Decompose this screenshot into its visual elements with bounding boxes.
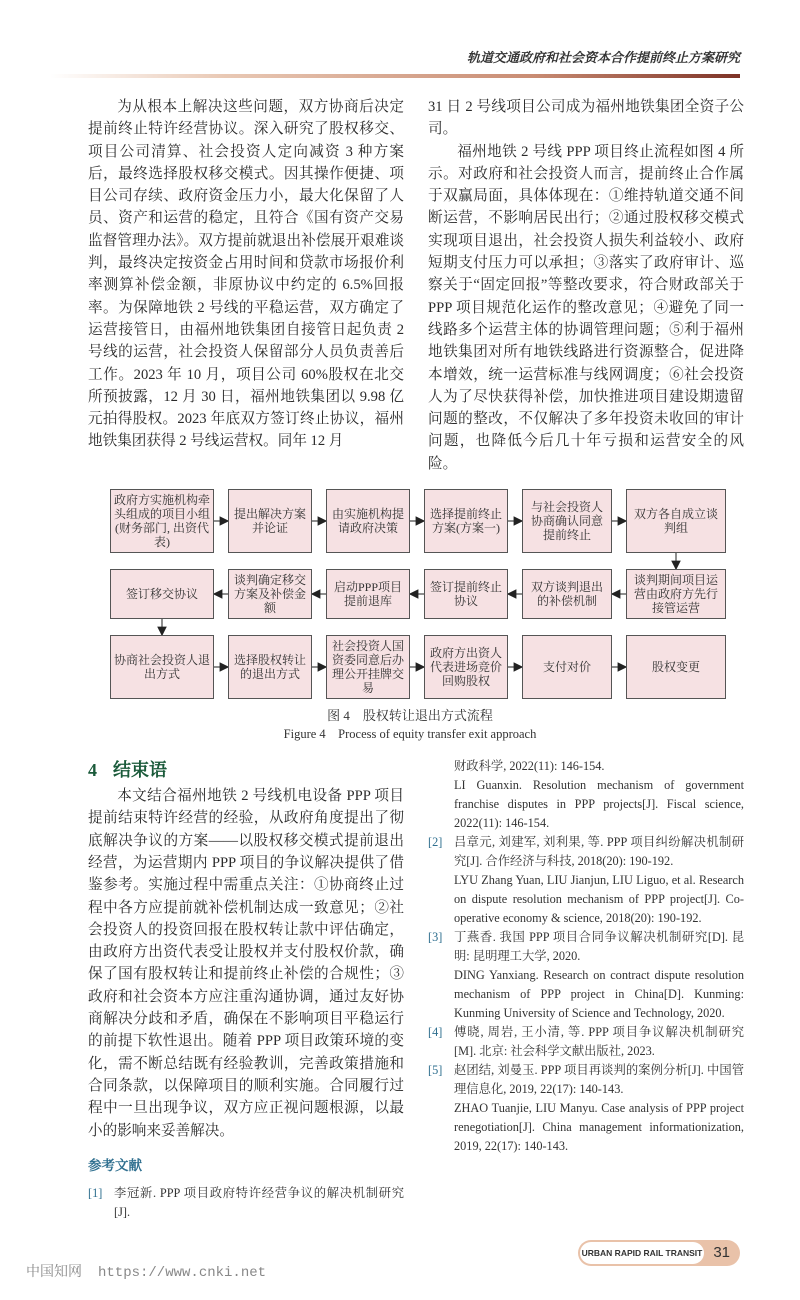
reference-item: ZHAO Tuanjie, LIU Manyu. Case analysis of PPP project renegotiation[J]. China management informationization, 2019, 22(17): 140-143. — [454, 1101, 744, 1154]
body-left-top — [88, 96, 404, 475]
flow-step: 支付对价 — [522, 635, 612, 699]
body-left-bottom — [88, 757, 404, 1222]
reference-item: LI Guanxin. Resolution mechanism of government franchise disputes in PPP projects[J]. Fiscal science, 2022(11): 146-154. — [454, 778, 744, 831]
reference-item: 财政科学, 2022(11): 146-154. — [454, 759, 605, 774]
figure-caption-en: Figure 4 Process of equity transfer exit approach — [283, 727, 537, 742]
reference-item: DING Yanxiang. Research on contract dispute resolution mechanism of PPP project in China[D]. Kunming: Kunming University of Science and Technology, 2020. — [454, 968, 744, 1021]
section-title: 结束语 — [113, 760, 167, 781]
references-heading: 参考文献 — [88, 1157, 142, 1173]
page-header — [0, 0, 800, 96]
reference-item: [5] 赵团结, 刘曼玉. PPP 项目再谈判的案例分析[J]. 中国管理信息化, 2019, 22(17): 140-143. — [428, 1063, 744, 1097]
flowchart — [110, 489, 718, 699]
flow-step: 谈判确定移交方案及补偿金额 — [228, 569, 312, 619]
body-right-top — [428, 96, 744, 475]
references-left — [88, 1184, 404, 1222]
figure-4 — [0, 489, 800, 743]
references-right — [428, 757, 744, 1222]
paragraph: 31 日 2 号线项目公司成为福州地铁集团全资子公司。 — [428, 99, 744, 138]
flow-step: 政府方实施机构牵头组成的项目小组 (财务部门, 出资代表) — [110, 489, 214, 553]
paragraph: 福州地铁 2 号线 PPP 项目终止流程如图 4 所示。对政府和社会投资人而言，提前终止合作属于双赢局面，具体体现在：①维持轨道交通不间断运营，不影响居民出行；②通过股权移交模式实现项目退出，社会投资人损失利益较小、政府短期支付压力可以承担；③落实了政府审计、巡察关于“固定回报”等整改要求，符合财政部关于 PPP 项目规范化运作的整改意见；④避免了同一线路多个运营主体的协调管理问题；⑤利于福州地铁集团对所有地铁线路进行资源整合，促进降本增效，统一运营标准与线网调度；⑥社会投资人为了尽快获得补偿，加快推进项目建设期遗留问题的整改，不仅解决了多年投资未收回的审计问题，也降低今后几十年亏损和运营安全的风险。 — [428, 143, 744, 472]
paragraph: 为从根本上解决这些问题，双方协商后决定提前终止特许经营协议。深入研究了股权移交、项目公司清算、社会投资人定向减资 3 种方案后，最终选择股权移交模式。因其操作便捷、项目公司存续、政府资金压力小，最大化保留了人员、资产和运营的稳定，且符合《国有资产交易监督管理办法》。双方提前就退出补偿展开艰难谈判，最终决定按资金占用时间和贷款市场报价利率测算补偿金额，非原协议中约定的 6.5%回报率。为保障地铁 2 号线的平稳运营，双方确定了运营接管日，由福州地铁集团自接管日起负责 2 号线的运营，社会投资人保留部分人员负责善后工作。2023 年 10 月，项目公司 60%股权在北交所预披露，12 月 30 日，福州地铁集团以 9.98 亿元拍得股权。2023 年底双方签订终止协议，福州地铁集团获得 2 号线运营权。同年 12 月 — [88, 99, 404, 450]
flow-step: 签订提前终止协议 — [424, 569, 508, 619]
flow-step: 与社会投资人协商确认同意提前终止 — [522, 489, 612, 553]
flow-step: 股权变更 — [626, 635, 726, 699]
reference-item: [4] 傅晓, 周岩, 王小清, 等. PPP 项目争议解决机制研究[M]. 北京: 社会科学文献出版社, 2023. — [428, 1025, 744, 1059]
flow-step: 谈判期间项目运营由政府方先行接管运营 — [626, 569, 726, 619]
flow-step: 启动PPP项目提前退库 — [326, 569, 410, 619]
section-heading — [88, 757, 404, 783]
figure-caption-cn: 图 4 股权转让退出方式流程 — [327, 708, 493, 724]
header-rule — [50, 74, 740, 78]
flow-step: 由实施机构提请政府决策 — [326, 489, 410, 553]
flow-step: 签订移交协议 — [110, 569, 214, 619]
running-title: 轨道交通政府和社会资本合作提前终止方案研究 — [466, 50, 740, 65]
cnki-watermark: 中国知网 https://www.cnki.net — [26, 1264, 267, 1281]
top-columns — [0, 96, 800, 475]
flow-step: 政府方出资人代表进场竞价回购股权 — [424, 635, 508, 699]
journal-name: URBAN RAPID RAIL TRANSIT — [580, 1242, 704, 1264]
flow-step: 社会投资人国资委同意后办理公开挂牌交易 — [326, 635, 410, 699]
paragraph: 本文结合福州地铁 2 号线机电设备 PPP 项目提前结束特许经营的经验，从政府角度提出了彻底解决争议的方案——以股权移交模式提前退出经营，为运营期内 PPP 项目的争议解决提供了借鉴参考。实施过程中需重点关注：①协商终止过程中各方应提前就补偿机制达成一致意见；②社会投资人的投资回报在股权转让款中评估确定，由政府方出资代表受让股权并支付股权价款，确保了国有股权转让和提前终止补偿的合规性；③政府和社会资本方应注重沟通协调，通过友好协商解决分歧和矛盾，确保在不影响项目平稳运行的前提下软性退出。随着 PPP 项目政策环境的变化，需不断总结既有经验教训，完善政策措施和合同条款，以保障项目的顺利实施。合同履行过程中一旦出现争议，双方应正视问题根源，以最小的影响来妥善解决。 — [88, 788, 404, 1139]
flow-step: 双方各自成立谈判组 — [626, 489, 726, 553]
flow-step: 协商社会投资人退出方式 — [110, 635, 214, 699]
flow-step: 提出解决方案并论证 — [228, 489, 312, 553]
flow-step: 选择提前终止方案(方案一) — [424, 489, 508, 553]
journal-badge — [578, 1240, 740, 1266]
reference-item: [2] 吕章元, 刘建军, 刘利果, 等. PPP 项目纠纷解决机制研究[J]. 合作经济与科技, 2018(20): 190-192. — [428, 835, 744, 869]
page-footer — [0, 1234, 800, 1300]
flow-step: 选择股权转让的退出方式 — [228, 635, 312, 699]
reference-item: [3] 丁燕香. 我国 PPP 项目合同争议解决机制研究[D]. 昆明: 昆明理工大学, 2020. — [428, 930, 744, 964]
reference-item: [1] 李冠新. PPP 项目政府特许经营争议的解决机制研究[J]. — [88, 1185, 404, 1219]
page-number: 31 — [713, 1243, 730, 1261]
section-number: 4 — [88, 760, 97, 781]
bottom-columns — [0, 757, 800, 1222]
reference-item: LYU Zhang Yuan, LIU Jianjun, LIU Liguo, et al. Research on dispute resolution mechanism of PPP project[J]. Co-operative economy & science, 2018(20): 190-192. — [454, 873, 744, 926]
flow-step: 双方谈判退出的补偿机制 — [522, 569, 612, 619]
